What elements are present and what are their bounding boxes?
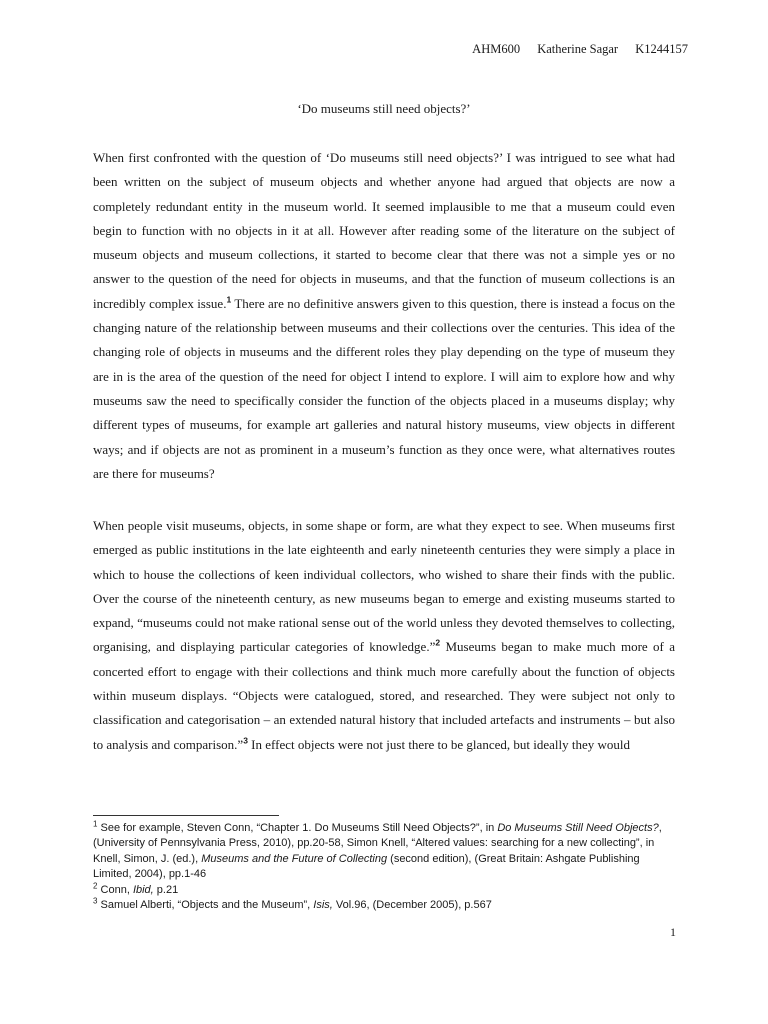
paragraph-1 — [93, 146, 675, 486]
footnote-1-text-c: (second edition), (Great Britain: Ashgate Publishing Limited, 2004), pp.1-46 — [93, 852, 640, 881]
footnote-2-title: Ibid, — [132, 883, 154, 896]
footnote-2-text-b: p.21 — [153, 883, 179, 896]
footnote-3 — [93, 898, 673, 913]
footnotes — [93, 821, 673, 913]
paragraph-2-text-b: Museums began to make much more of a concerted effort to engage with their collections and think much more carefully about the function of objects within museum displays. “Objects were catalogued, stored, and researched. They were subject not only to classification and categorisation – an extended natural history that included artefacts and instruments – but also to analysis and comparison.” — [93, 639, 675, 752]
footnote-1 — [93, 821, 673, 883]
footnote-2 — [93, 880, 673, 898]
footnote-1-text-a: See for example, Steven Conn, “Chapter 1. Do Museums Still Need Objects?”, in — [100, 822, 498, 834]
footnote-2-number: 2 — [93, 880, 98, 890]
footnote-3-text-a: Samuel Alberti, “Objects and the Museum”, — [100, 899, 314, 912]
author-name: Katherine Sagar — [537, 42, 619, 56]
footnote-1-title-2: Museums and the Future of Collecting — [201, 852, 388, 865]
paragraph-1-text-a: When first confronted with the question of ‘Do museums still need objects?’ I was intrigued to see what had been written on the subject of museum objects and whether anyone had argued that objects are now a completely redundant entity in the museum world. It seemed implausible to me that a museum could even begin to function with no objects in it at all. However after reading some of the literature on the subject of museum objects and museum collections, it started to become clear that there was not a simple yes or no answer to the question of the need for objects in museums, and that the function of museum collections is an incredibly complex issue. — [93, 150, 675, 311]
footnote-3-number: 3 — [93, 896, 98, 906]
footnote-ref-2[interactable]: 2 — [435, 638, 441, 649]
footnote-1-number: 1 — [93, 819, 98, 829]
footnote-ref-3[interactable]: 3 — [243, 735, 248, 746]
page-number: 1 — [670, 925, 676, 939]
footnote-1-text-b: , (University of Pennsylvania Press, 2010), pp.20-58, Simon Knell, “Altered values: searching for a new collecting”, in Knell, Simon, J. (ed.), — [93, 822, 662, 865]
footnote-3-title: Isis, — [313, 899, 333, 912]
paragraph-2 — [93, 514, 675, 757]
essay-title: ‘Do museums still need objects?’ — [297, 101, 471, 116]
paragraph-2-text-c: In effect objects were not just there to be glanced, but ideally they would — [247, 736, 630, 752]
footnote-2-text-a: Conn, — [100, 883, 133, 896]
paragraph-1-text-b: There are no definitive answers given to this question, there is instead a focus on the changing nature of the relationship between museums and their collections over the centuries. This idea of the changing role of objects in museums and the different roles they play depending on the type of museum they are in is the area of the question of the need for object I intend to explore. I will aim to explore how and why museums saw the need to specifically consider the function of the objects placed in a museums display; why different types of museums, for example art galleries and natural history museums, view objects in different ways; and if objects are not as prominent in a museum’s function as they once were, what alternatives routes are there for museums? — [93, 295, 676, 481]
page-header — [458, 42, 688, 57]
footnote-ref-1[interactable]: 1 — [226, 294, 232, 305]
module-code: AHM600 — [472, 42, 521, 56]
footnote-1-title-1: Do Museums Still Need Objects? — [497, 822, 659, 834]
paragraph-2-text-a: When people visit museums, objects, in some shape or form, are what they expect to see. When museums first emerged as public institutions in the late eighteenth and early nineteenth centuries they were simply a place in which to house the collections of keen individual collectors, who wished to share their finds with the public. Over the course of the nineteenth century, as new museums began to emerge and existing museums started to expand, “museums could not make rational sense out of the world unless they devoted themselves to collecting, organising, and displaying particular categories of knowledge.” — [93, 518, 675, 655]
footnote-divider — [93, 815, 279, 816]
student-id: K1244157 — [635, 42, 688, 56]
footnote-3-text-b: Vol.96, (December 2005), p.567 — [332, 899, 492, 912]
